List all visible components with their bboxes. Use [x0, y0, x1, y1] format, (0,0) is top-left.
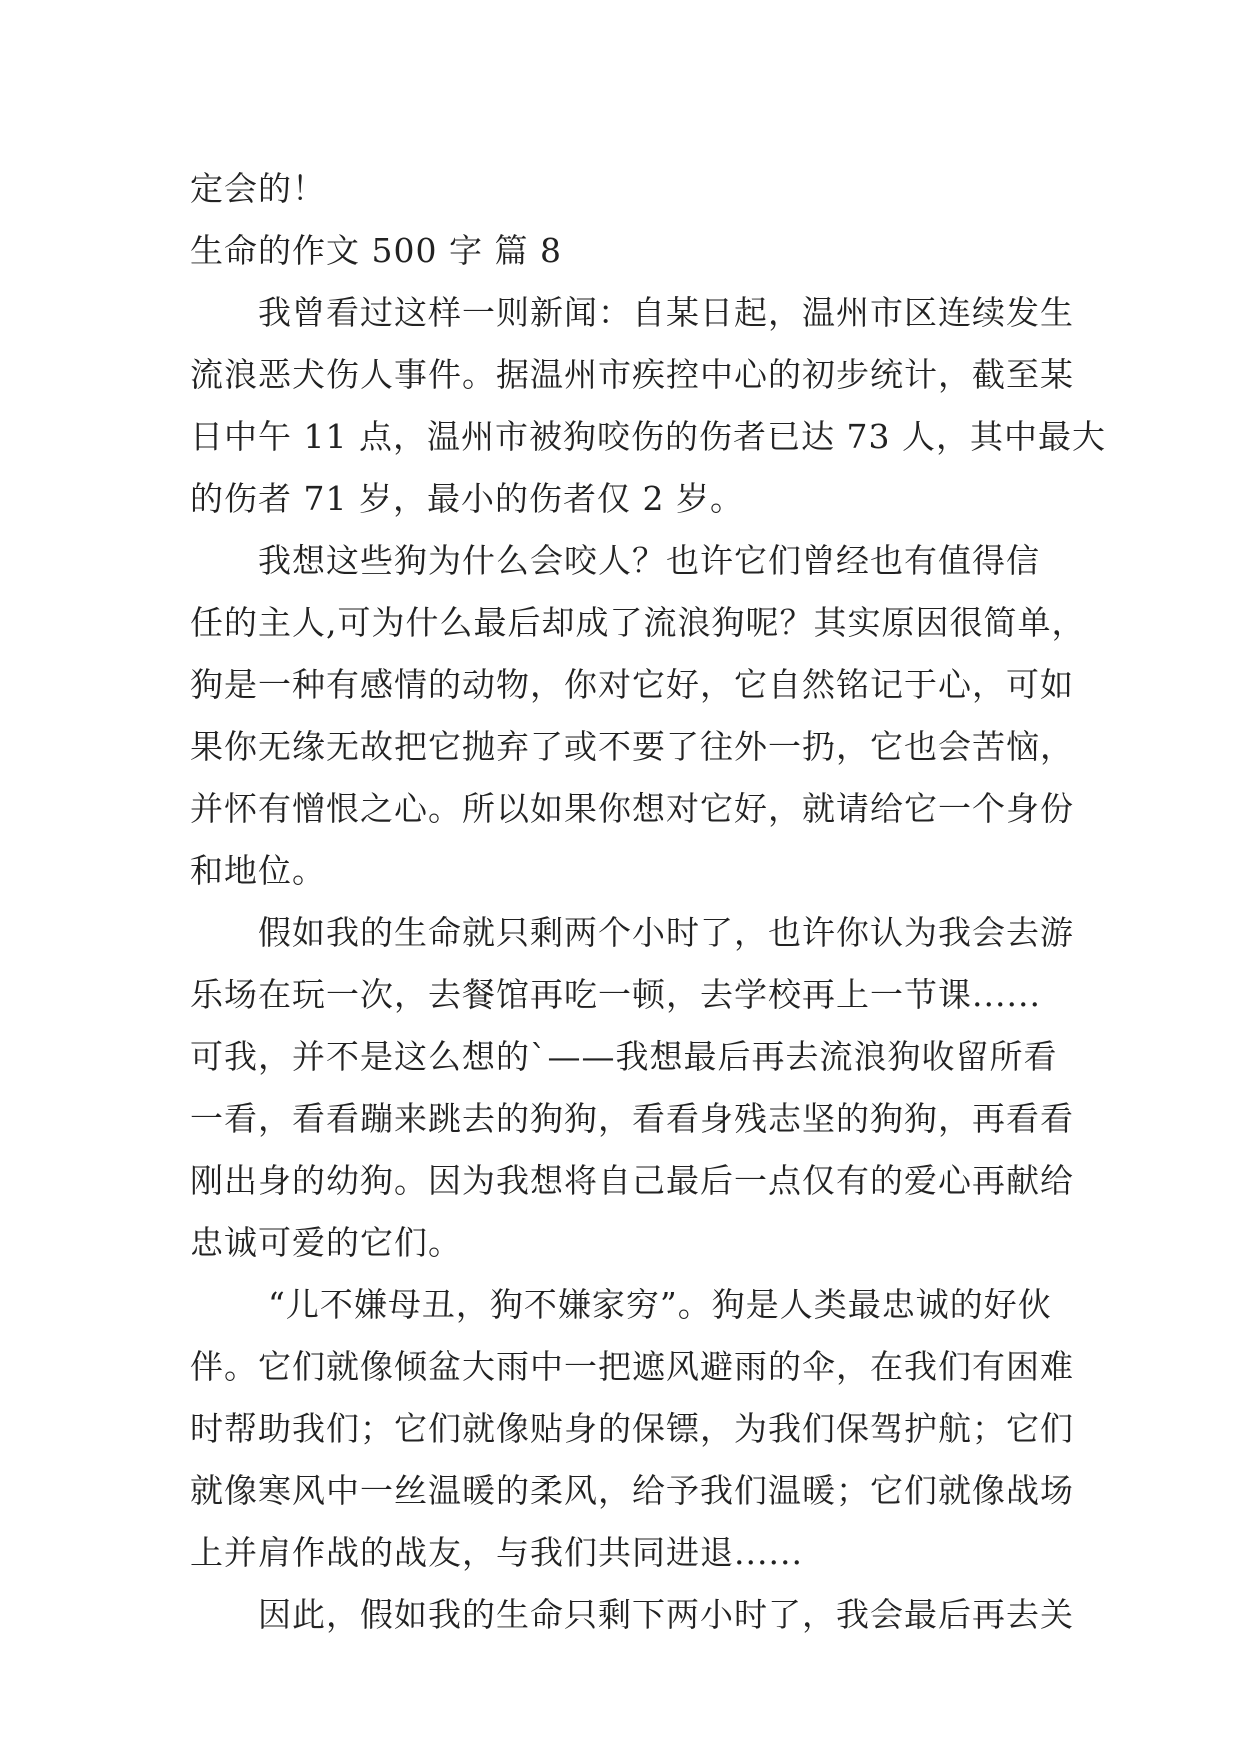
lead-line: 定会的！ — [190, 169, 326, 208]
paragraph-line: “儿不嫌母丑，狗不嫌家穷”。狗是人类最忠诚的好伙 — [268, 1285, 1052, 1324]
paragraph-line: 并怀有憎恨之心。所以如果你想对它好，就请给它一个身份 — [190, 789, 1074, 828]
paragraph-4 — [190, 1274, 1074, 1584]
paragraph-line: 时帮助我们；它们就像贴身的保镖，为我们保驾护航；它们 — [190, 1409, 1074, 1448]
paragraph-line: 上并肩作战的战友，与我们共同进退...... — [190, 1533, 803, 1572]
paragraph-line: 和地位。 — [190, 851, 326, 890]
paragraph-3 — [190, 902, 1074, 1274]
paragraph-line: 的伤者 71 岁，最小的伤者仅 2 岁。 — [190, 479, 744, 518]
paragraph-1 — [190, 282, 1106, 530]
paragraph-line: 因此，假如我的生命只剩下两小时了，我会最后再去关 — [258, 1595, 1074, 1634]
paragraph-line: 乐场在玩一次，去餐馆再吃一顿，去学校再上一节课...... — [190, 975, 1041, 1014]
paragraph-5 — [190, 1584, 1074, 1646]
paragraph-line: 刚出身的幼狗。因为我想将自己最后一点仅有的爱心再献给 — [190, 1161, 1074, 1200]
paragraph-line: 伴。它们就像倾盆大雨中一把遮风避雨的伞，在我们有困难 — [190, 1347, 1074, 1386]
paragraph-line: 我想这些狗为什么会咬人？也许它们曾经也有值得信 — [258, 541, 1040, 580]
paragraph-line: 就像寒风中一丝温暖的柔风，给予我们温暖；它们就像战场 — [190, 1471, 1074, 1510]
essay-title: 生命的作文 500 字 篇 8 — [190, 231, 562, 270]
paragraph-line: 果你无缘无故把它抛弃了或不要了往外一扔，它也会苦恼， — [190, 727, 1074, 766]
paragraph-line: 一看，看看蹦来跳去的狗狗，看看身残志坚的狗狗，再看看 — [190, 1099, 1074, 1138]
paragraph-line: 可我，并不是这么想的`——我想最后再去流浪狗收留所看 — [190, 1037, 1058, 1076]
document-body — [190, 158, 1106, 1646]
paragraph-line: 流浪恶犬伤人事件。据温州市疾控中心的初步统计，截至某 — [190, 355, 1074, 394]
paragraph-2 — [190, 530, 1086, 902]
paragraph-line: 狗是一种有感情的动物，你对它好，它自然铭记于心，可如 — [190, 665, 1074, 704]
paragraph-line: 假如我的生命就只剩两个小时了，也许你认为我会去游 — [258, 913, 1074, 952]
paragraph-line: 我曾看过这样一则新闻：自某日起，温州市区连续发生 — [258, 293, 1074, 332]
paragraph-line: 日中午 11 点，温州市被狗咬伤的伤者已达 73 人，其中最大 — [190, 417, 1106, 456]
paragraph-line: 忠诚可爱的它们。 — [190, 1223, 462, 1262]
paragraph-line: 任的主人,可为什么最后却成了流浪狗呢？其实原因很简单， — [190, 603, 1086, 642]
